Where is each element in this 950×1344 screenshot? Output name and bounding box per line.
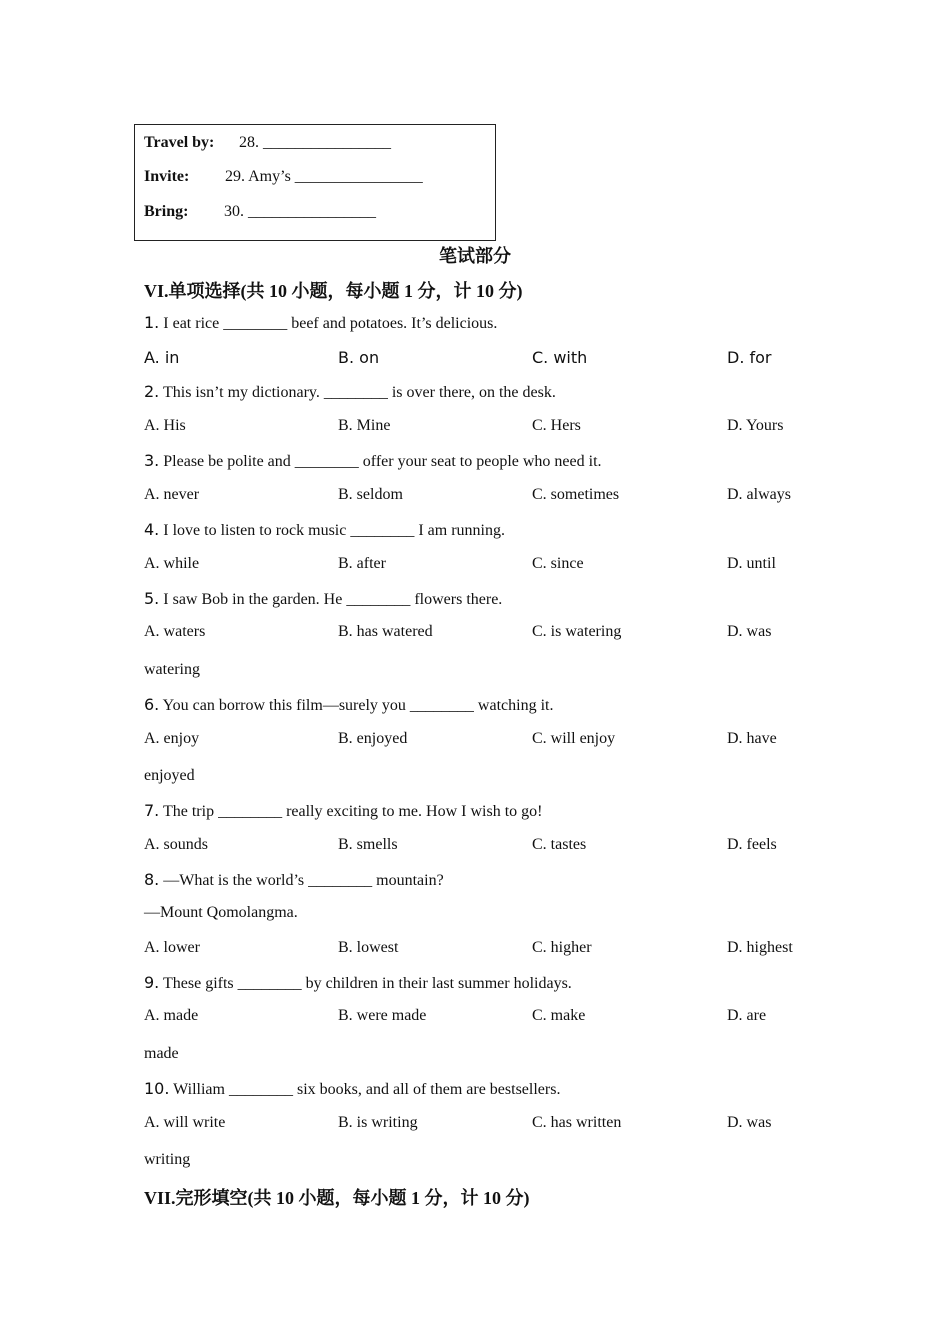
bring-value: 30. ________________ <box>224 203 376 220</box>
question-number: 8. <box>144 870 160 889</box>
question-text: You can borrow this film—surely you ________ watching it. <box>162 697 554 714</box>
written-part-title: 笔试部分 <box>439 246 511 267</box>
q9-option-d-wrap: made <box>144 1045 179 1062</box>
q10-option-d: D. was <box>727 1114 772 1131</box>
question-8 <box>144 870 444 890</box>
q1-option-b: B. on <box>338 348 380 367</box>
question-6 <box>144 695 553 715</box>
question-number: 4. <box>144 520 160 539</box>
question-number: 1. <box>144 313 160 332</box>
question-text: —What is the world’s ________ mountain? <box>163 872 444 889</box>
question-7 <box>144 801 542 821</box>
q9-option-d: D. are <box>727 1007 767 1024</box>
q5-option-d-wrap: watering <box>144 661 200 678</box>
q3-option-b: B. seldom <box>338 486 403 503</box>
q6-option-c: C. will enjoy <box>532 730 616 747</box>
question-number: 6. <box>144 695 160 714</box>
q3-option-c: C. sometimes <box>532 486 620 503</box>
travel-info-box <box>134 124 496 241</box>
q1-option-d: D. for <box>727 348 772 367</box>
question-number: 5. <box>144 589 160 608</box>
q1-option-c: C. with <box>532 348 588 367</box>
q5-option-b: B. has watered <box>338 623 433 640</box>
q5-option-c: C. is watering <box>532 623 622 640</box>
q3-option-a: A. never <box>144 486 200 503</box>
section7-title: VII.完形填空(共 10 小题，每小题 1 分，计 10 分) <box>144 1188 530 1208</box>
q6-option-d-wrap: enjoyed <box>144 767 195 784</box>
q2-option-d: D. Yours <box>727 417 784 434</box>
question-4 <box>144 520 505 540</box>
question-text: These gifts ________ by children in their last summer holidays. <box>162 975 572 992</box>
question-number: 3. <box>144 451 160 470</box>
invite-value: 29. Amy’s ________________ <box>225 168 423 185</box>
q9-option-b: B. were made <box>338 1007 427 1024</box>
question-text: William ________ six books, and all of them are bestsellers. <box>173 1081 561 1098</box>
q1-option-a: A. in <box>144 348 180 367</box>
bring-label: Bring: <box>144 203 189 220</box>
q7-option-c: C. tastes <box>532 836 587 853</box>
q8-option-c: C. higher <box>532 939 592 956</box>
q5-option-d: D. was <box>727 623 772 640</box>
q4-option-c: C. since <box>532 555 584 572</box>
question-number: 7. <box>144 801 160 820</box>
q2-option-b: B. Mine <box>338 417 391 434</box>
q10-option-a: A. will write <box>144 1114 226 1131</box>
q3-option-d: D. always <box>727 486 791 503</box>
question-text: I love to listen to rock music ________ I am running. <box>163 522 505 539</box>
question-3 <box>144 451 602 471</box>
q8-option-b: B. lowest <box>338 939 399 956</box>
q10-option-d-wrap: writing <box>144 1151 191 1168</box>
question-5 <box>144 589 502 609</box>
q7-option-d: D. feels <box>727 836 777 853</box>
q9-option-c: C. make <box>532 1007 586 1024</box>
question-10 <box>144 1079 560 1099</box>
question-9 <box>144 973 572 993</box>
q4-option-b: B. after <box>338 555 386 572</box>
question-number: 2. <box>144 382 160 401</box>
question-text: I saw Bob in the garden. He ________ flowers there. <box>163 591 503 608</box>
question-1 <box>144 313 497 333</box>
travel-value: 28. ________________ <box>239 134 391 151</box>
invite-label: Invite: <box>144 168 190 185</box>
q7-option-a: A. sounds <box>144 836 209 853</box>
section6-title: VI.单项选择(共 10 小题，每小题 1 分，计 10 分) <box>144 281 523 301</box>
q6-option-d: D. have <box>727 730 777 747</box>
q4-option-d: D. until <box>727 555 776 572</box>
q4-option-a: A. while <box>144 555 200 572</box>
q10-option-c: C. has written <box>532 1114 622 1131</box>
question-text: This isn’t my dictionary. ________ is over there, on the desk. <box>162 384 556 401</box>
q6-option-a: A. enjoy <box>144 730 200 747</box>
q5-option-a: A. waters <box>144 623 206 640</box>
q7-option-b: B. smells <box>338 836 398 853</box>
question-number: 9. <box>144 973 160 992</box>
q9-option-a: A. made <box>144 1007 199 1024</box>
travel-label: Travel by: <box>144 134 215 151</box>
question-text: I eat rice ________ beef and potatoes. It’s delicious. <box>163 315 498 332</box>
q10-option-b: B. is writing <box>338 1114 418 1131</box>
question-number: 10. <box>144 1079 170 1098</box>
q6-option-b: B. enjoyed <box>338 730 408 747</box>
q8-answer-line: —Mount Qomolangma. <box>144 904 298 921</box>
q2-option-a: A. His <box>144 417 186 434</box>
q2-option-c: C. Hers <box>532 417 581 434</box>
question-2 <box>144 382 556 402</box>
q8-option-a: A. lower <box>144 939 200 956</box>
question-text: The trip ________ really exciting to me. How I wish to go! <box>162 803 543 820</box>
question-text: Please be polite and ________ offer your seat to people who need it. <box>163 453 602 470</box>
q8-option-d: D. highest <box>727 939 793 956</box>
